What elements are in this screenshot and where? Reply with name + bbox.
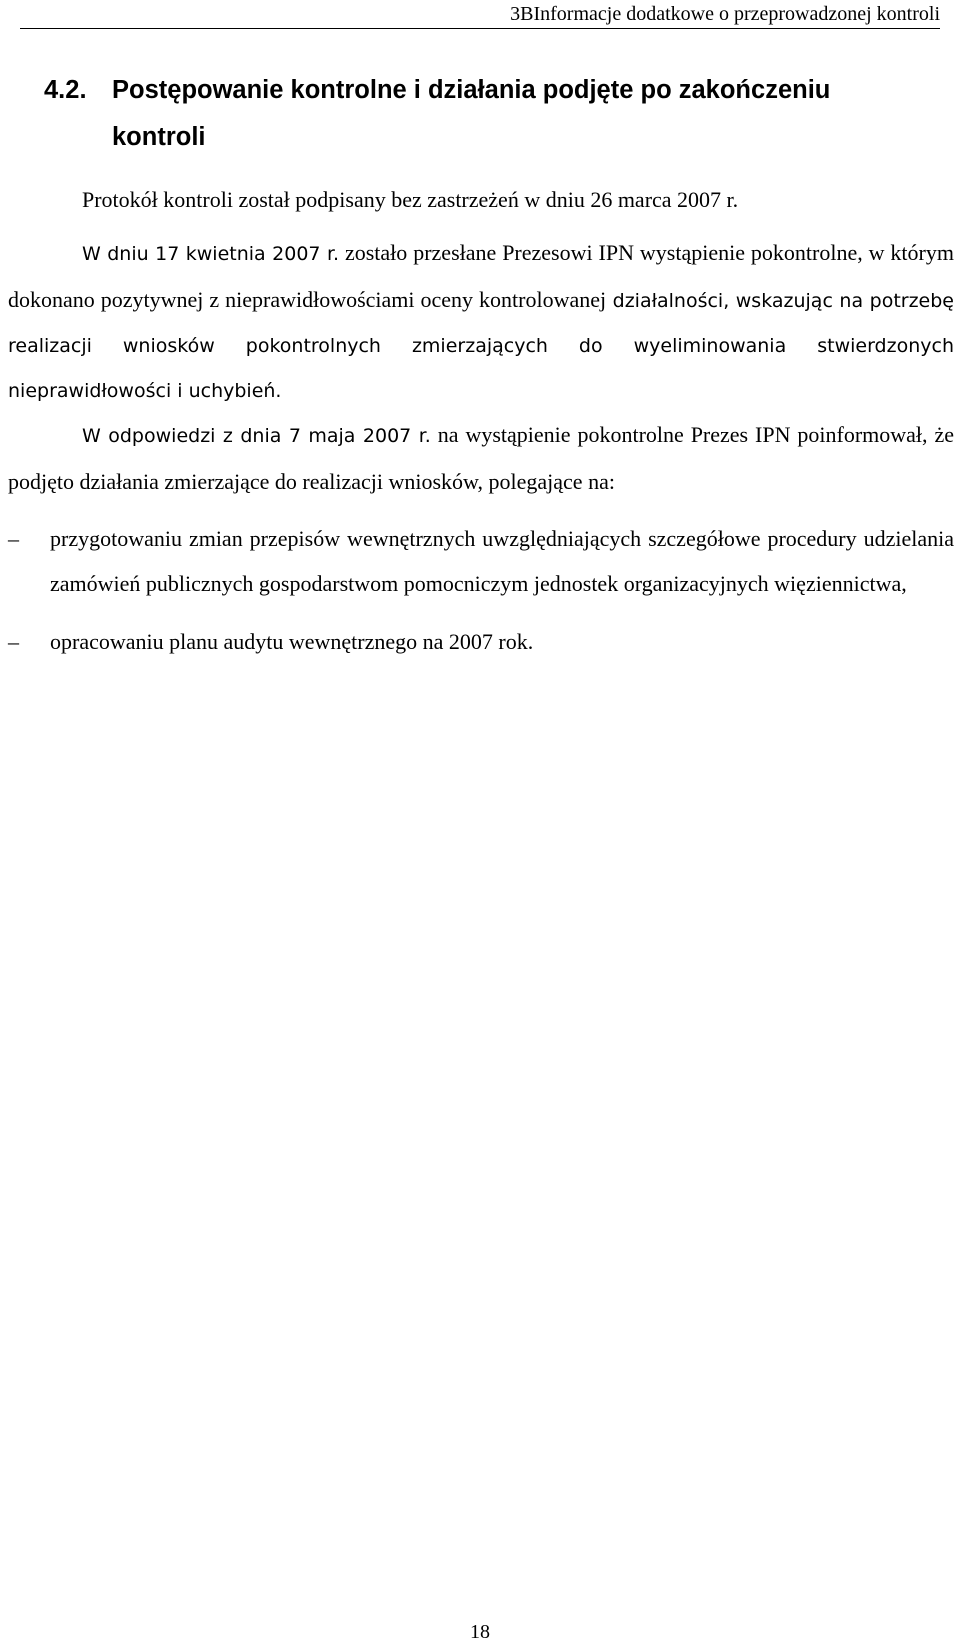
paragraph-statement-continuation: działalności, wskazując na potrzebę realizacji wniosków pokontrolnych zmierzających do wyeliminowania stwierdzonych nieprawidłowości i uchybień. (8, 290, 954, 402)
page-number: 18 (470, 1621, 490, 1643)
list-item-text: opracowaniu planu audytu wewnętrznego na 2007 rok. (50, 629, 534, 654)
list-item-text: przygotowaniu zmian przepisów wewnętrznych uwzględniających szczegółowe procedury udzielania zamówień publicznych gospodarstwom pomocniczym jednostek organizacyjnych więziennictwa, (50, 526, 954, 596)
dash-bullet: – (8, 526, 19, 551)
section-heading (44, 67, 944, 161)
section-title-line2: kontroli (112, 123, 206, 151)
section-number: 4.2. (44, 76, 87, 104)
paragraph-statement-text: zostało przesłane Prezesowi IPN wystąpienie pokontrolne, w którym dokonano pozytywnej z nieprawidłowościami oceny kontrolowanej (8, 240, 954, 312)
list-item (8, 619, 954, 664)
paragraph-response-text: na wystąpienie pokontrolne Prezes IPN poinformował, że podjęto działania zmierzające do realizacji wniosków, polegające na: (8, 422, 955, 494)
section-title-line1: Postępowanie kontrolne i działania podjęte po zakończeniu (112, 76, 831, 104)
paragraph-date-phrase: W dniu 17 kwietnia 2007 r. (82, 243, 340, 265)
dash-bullet: – (8, 629, 19, 654)
paragraph-post-inspection-statement (8, 230, 954, 414)
paragraph-response (8, 412, 954, 506)
header-divider (20, 28, 940, 29)
list-item (8, 516, 954, 606)
actions-list (8, 516, 954, 677)
paragraph-response-date: W odpowiedzi z dnia 7 maja 2007 r. (82, 425, 431, 447)
paragraph-protocol-signed: Protokół kontroli został podpisany bez zastrzeżeń w dniu 26 marca 2007 r. (82, 187, 739, 212)
running-header: 3BInformacje dodatkowe o przeprowadzonej kontroli (510, 3, 940, 25)
